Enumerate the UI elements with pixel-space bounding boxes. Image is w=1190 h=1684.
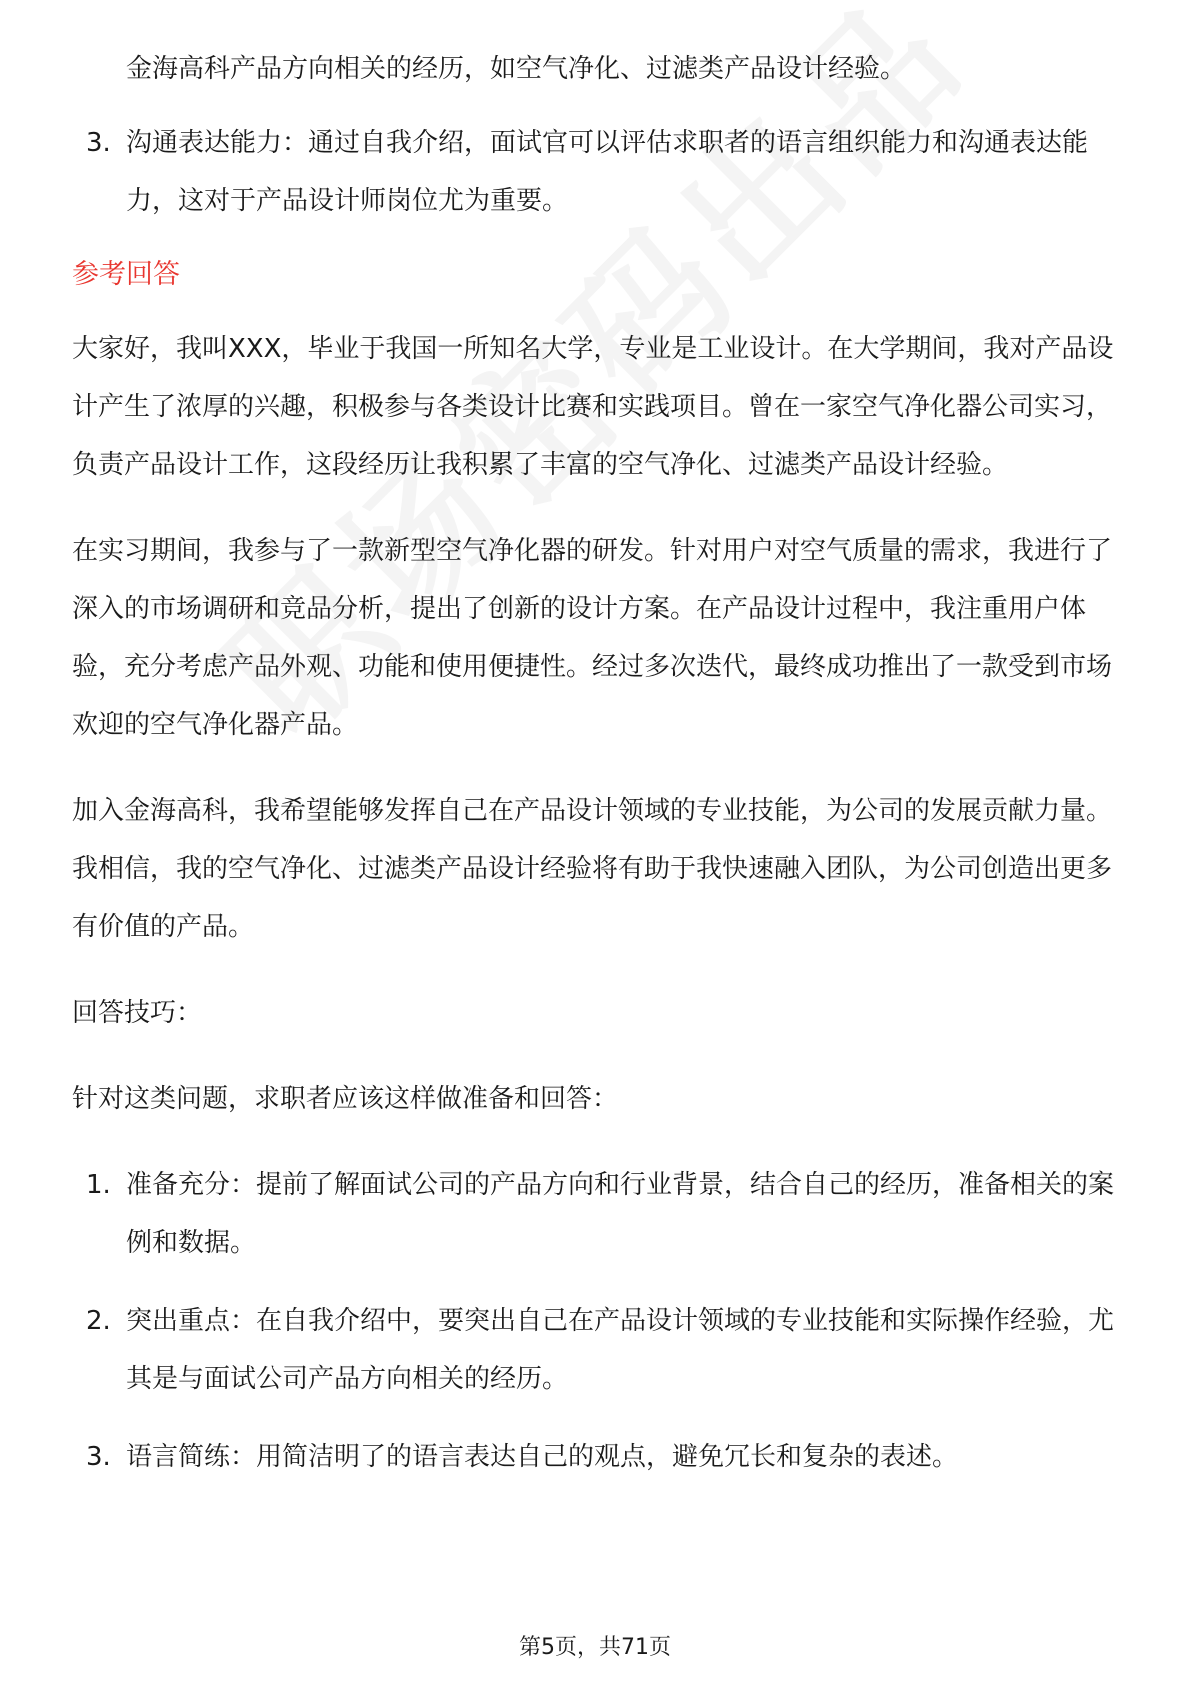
page-content bbox=[72, 40, 1118, 1486]
list-number: 2. bbox=[86, 1306, 111, 1336]
page-footer: 第5页，共71页 bbox=[519, 1635, 671, 1660]
answer-paragraph: 加入金海高科，我希望能够发挥自己在产品设计领域的专业技能，为公司的发展贡献力量。我相信，我的空气净化、过滤类产品设计经验将有助于我快速融入团队，为公司创造出更多有价值的产品。 bbox=[72, 796, 1113, 942]
list-item-text: 语言简练：用简洁明了的语言表达自己的观点，避免冗长和复杂的表述。 bbox=[126, 1442, 959, 1472]
tips-list bbox=[72, 1156, 1118, 1486]
continued-list-text: 金海高科产品方向相关的经历，如空气净化、过滤类产品设计经验。 bbox=[126, 54, 907, 84]
list-item bbox=[72, 1292, 1118, 1408]
answer-paragraph: 大家好，我叫XXX，毕业于我国一所知名大学，专业是工业设计。在大学期间，我对产品设计产生了浓厚的兴趣，积极参与各类设计比赛和实践项目。曾在一家空气净化器公司实习，负责产品设计工作，这段经历让我积累了丰富的空气净化、过滤类产品设计经验。 bbox=[72, 334, 1114, 480]
tips-intro: 针对这类问题，求职者应该这样做准备和回答： bbox=[72, 1084, 619, 1114]
tips-heading: 回答技巧： bbox=[72, 998, 203, 1028]
list-item-text: 准备充分：提前了解面试公司的产品方向和行业背景，结合自己的经历，准备相关的案例和数据。 bbox=[126, 1170, 1115, 1258]
list-item-text: 沟通表达能力：通过自我介绍，面试官可以评估求职者的语言组织能力和沟通表达能力，这对于产品设计师岗位尤为重要。 bbox=[126, 128, 1089, 216]
list-item bbox=[72, 1156, 1118, 1272]
reference-answer-heading: 参考回答 bbox=[72, 259, 180, 290]
previous-list bbox=[72, 114, 1118, 230]
list-number: 3. bbox=[86, 1442, 111, 1472]
list-number: 1. bbox=[86, 1170, 111, 1200]
list-number: 3. bbox=[86, 128, 111, 158]
answer-paragraph: 在实习期间，我参与了一款新型空气净化器的研发。针对用户对空气质量的需求，我进行了深入的市场调研和竞品分析，提出了创新的设计方案。在产品设计过程中，我注重用户体验，充分考虑产品外观、功能和使用便捷性。经过多次迭代，最终成功推出了一款受到市场欢迎的空气净化器产品。 bbox=[72, 536, 1113, 740]
list-item bbox=[72, 1428, 1118, 1486]
list-item bbox=[72, 114, 1118, 230]
list-item-text: 突出重点：在自我介绍中，要突出自己在产品设计领域的专业技能和实际操作经验，尤其是与面试公司产品方向相关的经历。 bbox=[126, 1306, 1115, 1394]
